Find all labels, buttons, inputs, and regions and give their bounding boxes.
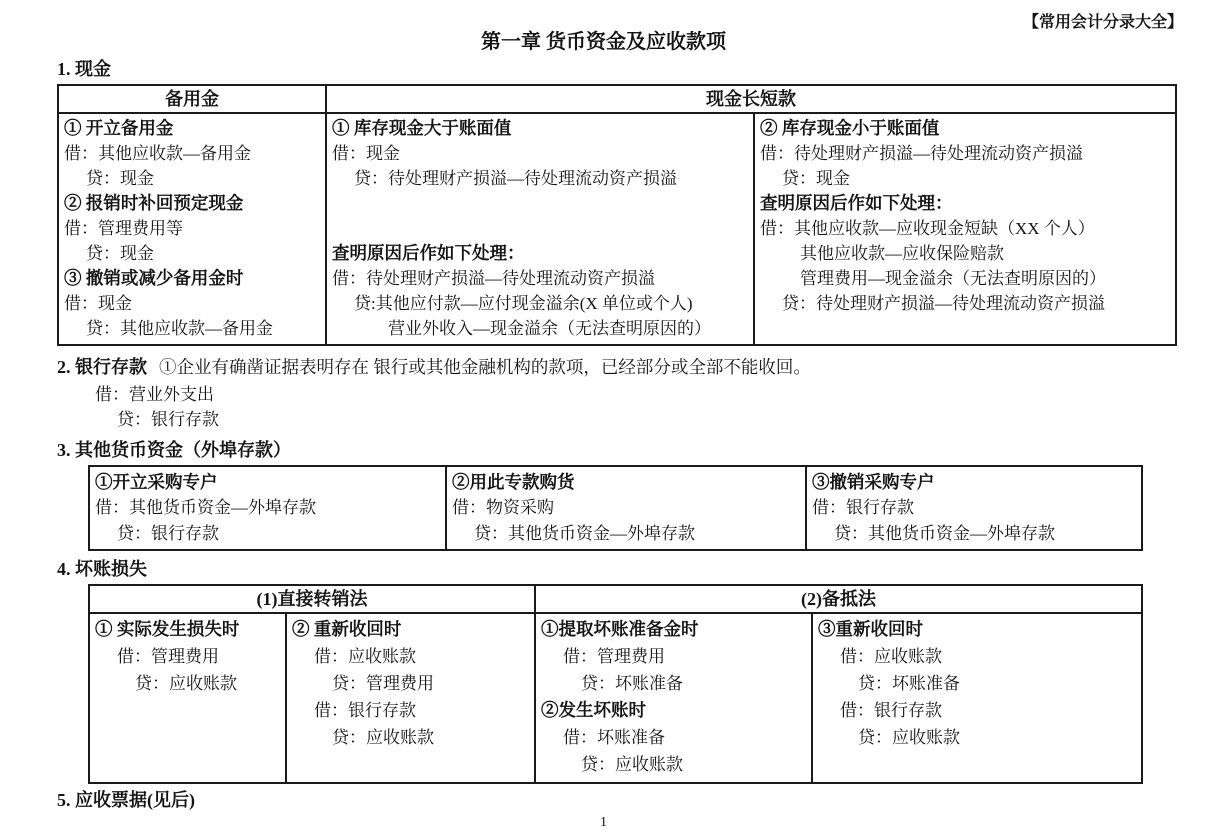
cell-cancel-purchase-account: ③撤销采购专户 借：银行存款 贷：其他货币资金—外埠存款 bbox=[806, 466, 1142, 550]
cash-table-header-longshort: 现金长短款 bbox=[326, 85, 1176, 113]
cell-open-purchase-account: ①开立采购专户 借：其他货币资金—外埠存款 贷：银行存款 bbox=[89, 466, 446, 550]
section2-note: ①企业有确凿证据表明存在 银行或其他金融机构的款项，已经部分或全部不能收回。 bbox=[159, 357, 811, 377]
section4-heading: 4. 坏账损失 bbox=[57, 559, 147, 579]
section3-heading: 3. 其他货币资金（外埠存款） bbox=[57, 440, 291, 460]
cash-table bbox=[57, 84, 1177, 346]
cell-cash-shortage: ② 库存现金小于账面值 借：待处理财产损溢—待处理流动资产损溢 贷：现金 查明原因后作如下处理： 借：其他应收款—应收现金短缺（XX 个人） 其他应收款—应收保险赔款 管理费用—现金溢余（无法查明原因的） 贷：待处理财产损溢—待处理流动资产损溢 bbox=[754, 113, 1176, 345]
section5-heading: 5. 应收票据(见后) bbox=[57, 790, 195, 810]
bad-debt-header-direct: (1)直接转销法 bbox=[89, 585, 535, 613]
bad-debt-table bbox=[88, 584, 1143, 784]
cash-table-header-reserve: 备用金 bbox=[58, 85, 326, 113]
bank-deposit-debit-line: 借：营业外支出 bbox=[95, 385, 214, 404]
corner-tag: 【常用会计分录大全】 bbox=[1022, 14, 1183, 31]
cell-purchase-with-fund: ②用此专款购货 借：物资采购 贷：其他货币资金—外埠存款 bbox=[446, 466, 806, 550]
cell-allowance-provision: ①提取坏账准备金时 借：管理费用 贷：坏账准备 ②发生坏账时 借：坏账准备 贷：应收账款 bbox=[535, 613, 812, 783]
cell-cash-overage: ① 库存现金大于账面值 借：现金 贷：待处理财产损溢—待处理流动资产损溢 查明原因后作如下处理： 借：待处理财产损溢—待处理流动资产损溢 贷:其他应付款—应付现金溢余(X 单位或个人) 营业外收入—现金溢余（无法查明原因的） bbox=[326, 113, 754, 345]
bad-debt-header-allowance: (2)备抵法 bbox=[535, 585, 1142, 613]
bank-deposit-credit-line: 贷：银行存款 bbox=[117, 410, 219, 429]
cell-allowance-recover: ③重新收回时 借：应收账款 贷：坏账准备 借：银行存款 贷：应收账款 bbox=[812, 613, 1142, 783]
section2-heading-line bbox=[57, 356, 1207, 379]
cell-reserve-fund: ① 开立备用金 借：其他应收款—备用金 贷：现金 ② 报销时补回预定现金 借：管理费用等 贷：现金 ③ 撤销或减少备用金时 借：现金 贷：其他应收款—备用金 bbox=[58, 113, 326, 345]
page-number: 1 bbox=[600, 815, 607, 830]
outport-deposit-table bbox=[88, 465, 1143, 551]
section2-heading: 2. 银行存款 bbox=[57, 357, 147, 377]
cell-direct-recover: ② 重新收回时 借：应收账款 贷：管理费用 借：银行存款 贷：应收账款 bbox=[286, 613, 535, 783]
doc-title: 第一章 货币资金及应收款项 bbox=[481, 31, 726, 53]
cell-direct-loss: ① 实际发生损失时 借：管理费用 贷：应收账款 bbox=[89, 613, 286, 783]
section1-heading: 1. 现金 bbox=[57, 59, 111, 79]
